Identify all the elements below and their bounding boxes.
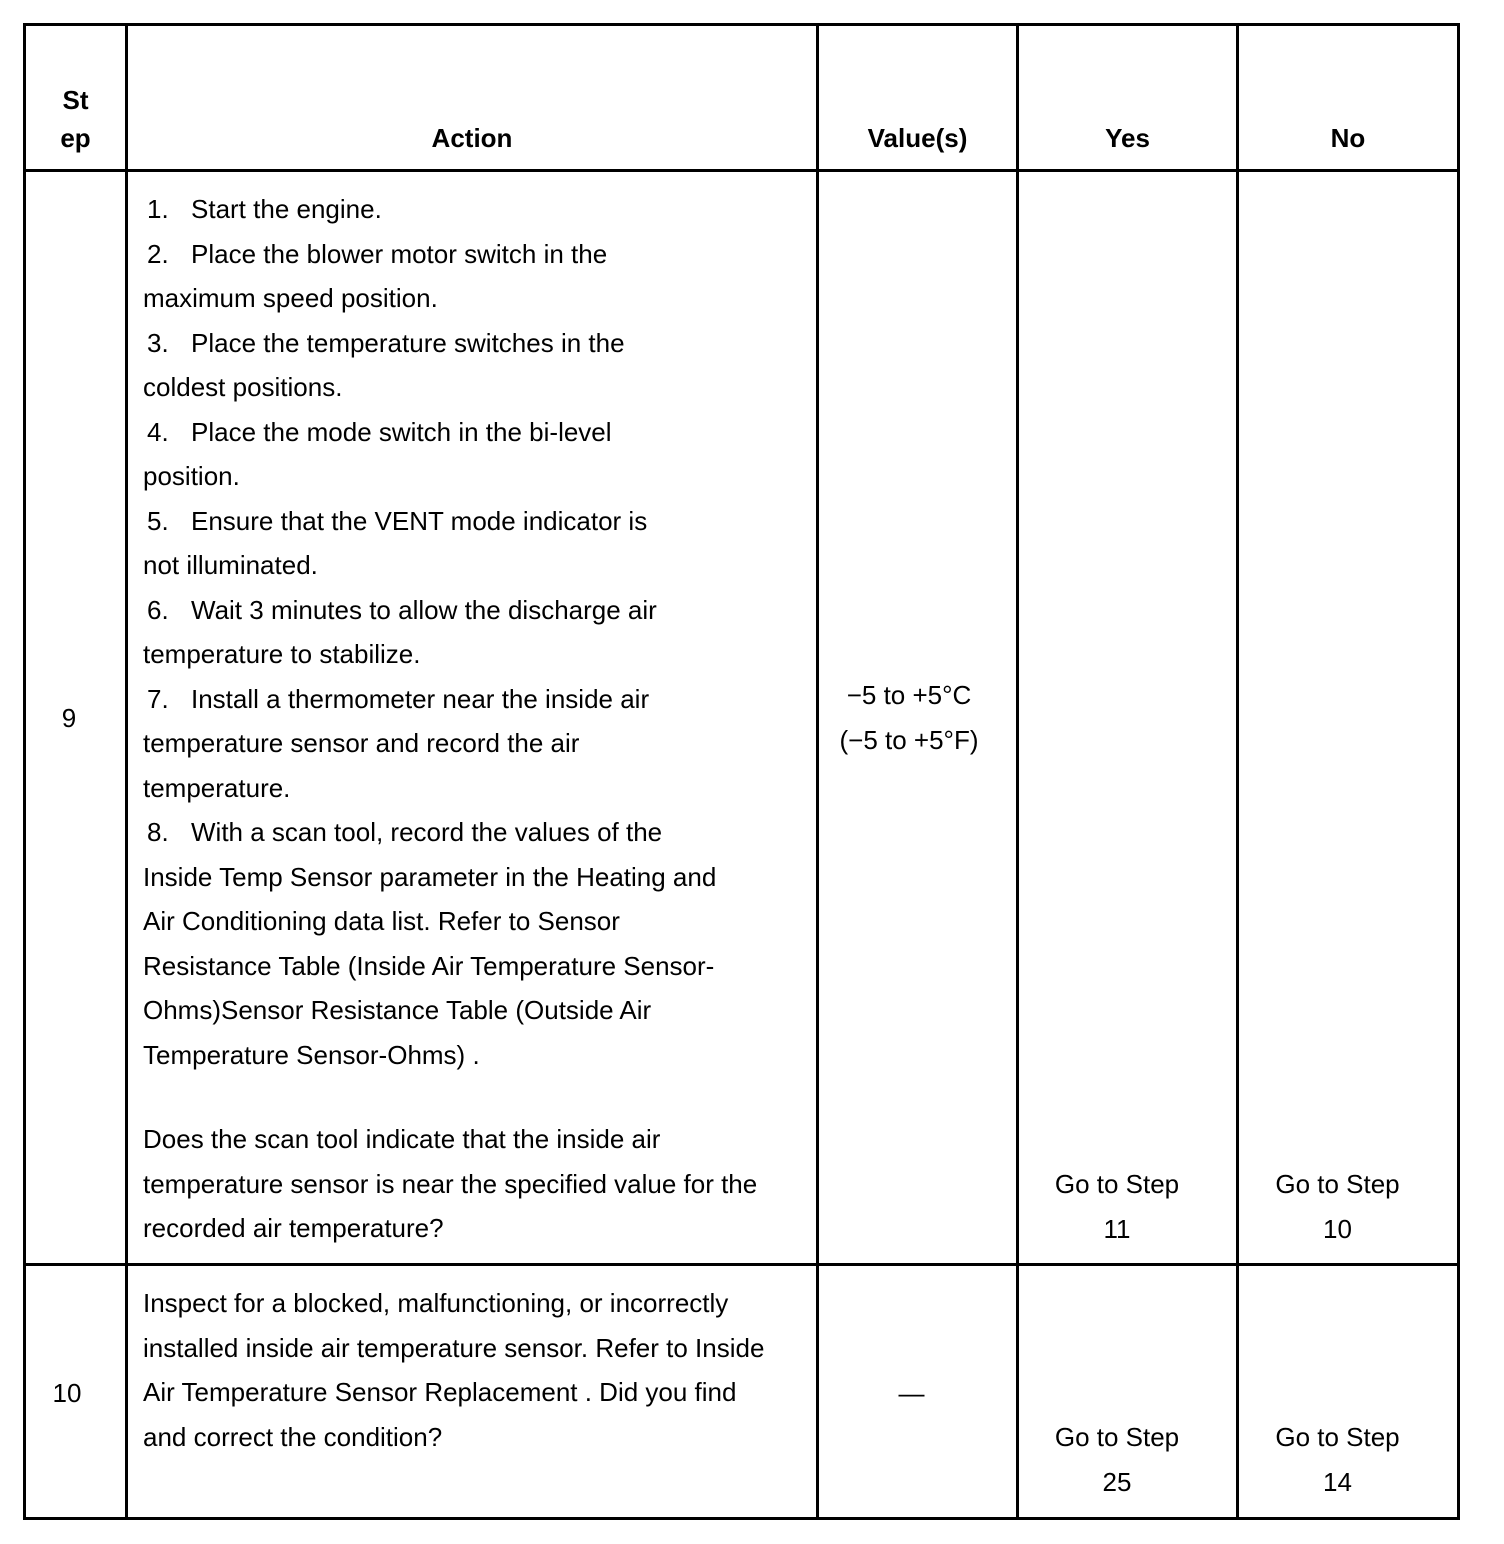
header-divider <box>23 169 1460 172</box>
no-goto <box>1239 1162 1436 1251</box>
column-divider <box>125 23 128 1520</box>
item-number: 8. <box>147 817 169 847</box>
item-text: Wait 3 minutes to allow the discharge air <box>191 594 657 625</box>
value-fahrenheit: (−5 to +5°F) <box>839 724 979 755</box>
column-divider <box>816 23 819 1520</box>
value-none: — <box>898 1378 925 1408</box>
item-text: Start the engine. <box>191 194 382 224</box>
item-text: With a scan tool, record the values of the <box>191 817 663 847</box>
table-border-bottom <box>23 1517 1460 1520</box>
column-divider <box>1016 23 1019 1520</box>
yes-goto-step: 25 <box>1102 1466 1132 1497</box>
header-yes: Yes <box>1105 123 1150 153</box>
yes-goto <box>1019 1162 1215 1251</box>
no-goto <box>1239 1415 1436 1504</box>
action-item <box>143 187 803 232</box>
item-text: Place the temperature switches in the <box>191 327 625 358</box>
no-goto-step: 14 <box>1323 1466 1352 1497</box>
column-divider <box>1236 23 1239 1520</box>
table-border-left <box>23 23 26 1520</box>
header-step-line1: St <box>62 85 89 115</box>
action-item <box>143 410 803 499</box>
row-divider <box>23 1263 1460 1266</box>
action-item <box>143 588 803 677</box>
yes-goto-step: 11 <box>1103 1213 1131 1244</box>
value-range <box>819 673 999 762</box>
item-text-continued: temperature sensor and record the air temperature. <box>143 728 580 803</box>
table-border-top <box>23 23 1460 26</box>
item-number: 1. <box>147 194 169 224</box>
action-cell: Inspect for a blocked, malfunctioning, or incorrectly installed inside air temperature sensor. Refer to Inside Air Temperature Sensor Replacement . Did you find and correct the condition? <box>143 1288 765 1452</box>
header-values: Value(s) <box>867 123 968 153</box>
item-text-continued: temperature to stabilize. <box>143 639 421 669</box>
item-text-continued: not illuminated. <box>143 550 318 580</box>
no-goto-label: Go to Step <box>1275 1422 1400 1452</box>
item-number: 5. <box>147 505 169 536</box>
yes-goto-label: Go to Step <box>1054 1169 1180 1199</box>
value-celsius: −5 to +5°C <box>846 680 972 710</box>
action-item <box>143 499 803 588</box>
item-text: Ensure that the VENT mode indicator is <box>191 505 648 536</box>
header-no: No <box>1330 123 1366 153</box>
diagnostic-table <box>23 23 1460 1520</box>
item-text-continued: Inside Temp Sensor parameter in the Heating and Air Conditioning data list. Refer to Sensor Resistance Table (Inside Air Temperature Sensor-Ohms)Sensor Resistance Table (Outside Air Temperature Sensor-Ohms) . <box>143 861 717 1070</box>
action-question: Does the scan tool indicate that the inside air temperature sensor is near the specified value for the recorded air temperature? <box>143 1124 758 1243</box>
item-number: 3. <box>147 327 169 358</box>
action-item <box>143 321 803 410</box>
yes-goto <box>1019 1415 1215 1504</box>
item-text: Place the blower motor switch in the <box>191 238 608 269</box>
item-text: Place the mode switch in the bi-level <box>191 416 612 447</box>
header-step-line2: ep <box>60 123 91 153</box>
action-item <box>143 232 803 321</box>
no-goto-label: Go to Step <box>1275 1169 1400 1199</box>
yes-goto-label: Go to Step <box>1054 1422 1180 1452</box>
item-text-continued: maximum speed position. <box>143 283 438 313</box>
item-text: Install a thermometer near the inside air <box>191 683 650 714</box>
step-number: 10 <box>52 1378 82 1408</box>
no-goto-step: 10 <box>1323 1213 1352 1244</box>
item-text-continued: position. <box>143 461 240 491</box>
item-number: 4. <box>147 416 169 447</box>
header-step <box>26 81 125 157</box>
action-cell <box>143 187 803 1077</box>
item-number: 2. <box>147 238 169 269</box>
table-border-right <box>1457 23 1460 1520</box>
item-number: 6. <box>147 594 169 625</box>
item-number: 7. <box>147 683 169 714</box>
item-text-continued: coldest positions. <box>143 372 343 402</box>
step-number: 9 <box>61 703 77 733</box>
header-action: Action <box>431 123 513 153</box>
action-item <box>143 810 803 1077</box>
action-item <box>143 677 803 811</box>
